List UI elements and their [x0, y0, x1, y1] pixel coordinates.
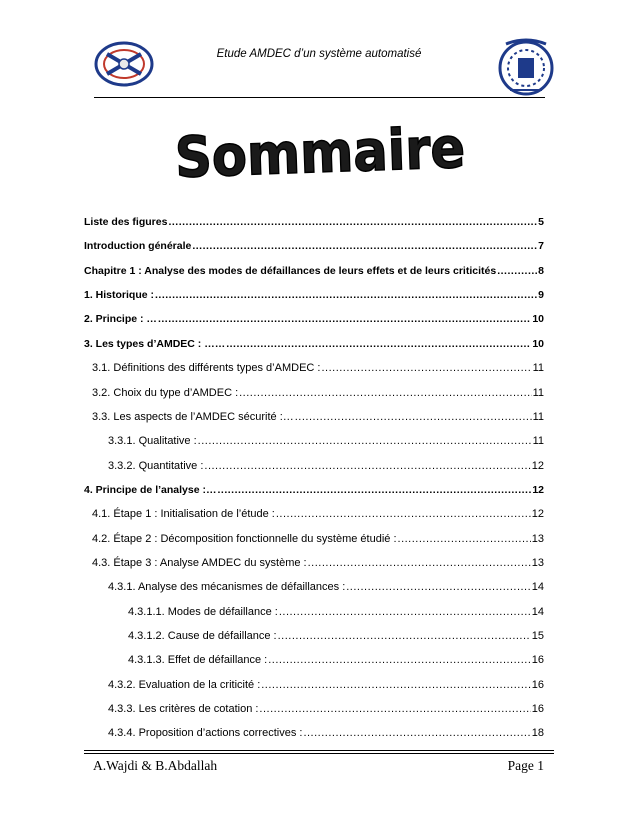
- toc-entry-page: 11: [532, 362, 544, 374]
- footer-authors: A.Wajdi & B.Abdallah: [93, 758, 218, 773]
- toc-dot-leader: [278, 630, 531, 642]
- toc-dot-leader: [198, 435, 532, 447]
- toc-entry[interactable]: [108, 581, 544, 597]
- toc-entry-page: 12: [531, 460, 544, 472]
- toc-entry-page: 5: [538, 216, 544, 228]
- university-logo: [496, 36, 556, 98]
- toc-entry-title: Chapitre 1 : Analyse des modes de défaillances de leurs effets et de leurs criticités: [84, 265, 497, 277]
- toc-entry-page: 12: [531, 508, 544, 520]
- toc-entry-page: 10: [532, 338, 544, 350]
- footer-divider-double: [84, 753, 554, 754]
- toc-entry-page: 13: [531, 557, 544, 569]
- toc-entry-title: 4.3.4. Proposition d’actions correctives :: [108, 727, 303, 739]
- toc-dot-leader: [261, 679, 531, 691]
- toc-dot-leader: [259, 703, 530, 715]
- toc-dot-leader: [158, 313, 531, 325]
- toc-dot-leader: [279, 606, 531, 618]
- toc-dot-leader: [398, 533, 531, 545]
- toc-entry-page: 9: [538, 289, 544, 301]
- toc-dot-leader: [276, 508, 531, 520]
- toc-entry-page: 10: [532, 313, 544, 325]
- toc-entry-title: Liste des figures: [84, 216, 168, 228]
- toc-entry-page: 11: [532, 435, 544, 447]
- toc-dot-leader: [497, 265, 537, 277]
- toc-entry-page: 13: [531, 533, 544, 545]
- toc-entry[interactable]: [108, 460, 544, 476]
- toc-entry-page: 16: [531, 654, 544, 666]
- toc-dot-leader: [168, 216, 537, 228]
- toc-entry[interactable]: [84, 265, 544, 281]
- toc-entry-title: 4.3.1. Analyse des mécanismes de défaillances :: [108, 581, 346, 593]
- toc-entry-title: 2. Principe : …: [84, 313, 157, 325]
- toc-dot-leader: [192, 240, 537, 252]
- toc-entry-page: 12: [532, 484, 544, 496]
- toc-entry-title: 4.2. Étape 2 : Décomposition fonctionnelle du système étudié :: [92, 533, 397, 545]
- toc-entry-title: 4.3. Étape 3 : Analyse AMDEC du système :: [92, 557, 307, 569]
- toc-entry-page: 16: [531, 679, 544, 691]
- page-title-text: Sommaire: [174, 114, 480, 190]
- toc-entry-page: 8: [538, 265, 544, 277]
- toc-dot-leader: [268, 654, 531, 666]
- toc-entry-title: 3. Les types d’AMDEC : ……: [84, 338, 226, 350]
- toc-dot-leader: [226, 338, 531, 350]
- toc-entry-title: 4.3.1.3. Effet de défaillance :: [128, 654, 268, 666]
- toc-entry-title: 4.1. Étape 1 : Initialisation de l’étude :: [92, 508, 275, 520]
- toc-entry-title: Introduction générale: [84, 240, 192, 252]
- toc-entry[interactable]: [128, 606, 544, 622]
- toc-entry[interactable]: [108, 435, 544, 451]
- toc-entry[interactable]: [108, 703, 544, 719]
- toc-entry[interactable]: [92, 533, 544, 549]
- toc-entry-page: 15: [531, 630, 544, 642]
- toc-entry-title: 4.3.3. Les critères de cotation :: [108, 703, 259, 715]
- toc-entry[interactable]: [92, 557, 544, 573]
- footer-page-number: Page 1: [507, 758, 544, 773]
- toc-entry-page: 14: [531, 606, 544, 618]
- toc-entry[interactable]: [92, 362, 544, 378]
- toc-entry[interactable]: [84, 484, 544, 500]
- toc-entry[interactable]: [84, 313, 544, 329]
- page-title: [160, 112, 480, 190]
- toc-entry-title: 3.1. Définitions des différents types d’AMDEC :: [92, 362, 321, 374]
- toc-entry[interactable]: [84, 216, 544, 232]
- toc-entry-page: 18: [531, 727, 544, 739]
- toc-entry[interactable]: [92, 508, 544, 524]
- toc-dot-leader: [308, 557, 531, 569]
- toc-dot-leader: [303, 727, 530, 739]
- toc-dot-leader: [295, 411, 532, 423]
- toc-entry-page: 7: [538, 240, 544, 252]
- toc-entry-title: 3.3.2. Quantitative :: [108, 460, 204, 472]
- toc-entry[interactable]: [108, 679, 544, 695]
- toc-entry-title: 3.3.1. Qualitative :: [108, 435, 197, 447]
- header-divider: [94, 97, 545, 98]
- toc-dot-leader: [155, 289, 537, 301]
- footer-divider: [84, 750, 554, 751]
- toc-entry-page: 11: [532, 411, 544, 423]
- toc-dot-leader: [321, 362, 531, 374]
- toc-dot-leader: [239, 387, 531, 399]
- toc-entry[interactable]: [128, 654, 544, 670]
- toc-dot-leader: [217, 484, 531, 496]
- toc-entry-title: 4. Principe de l’analyse :…: [84, 484, 217, 496]
- toc-entry[interactable]: [92, 387, 544, 403]
- header-title: Etude AMDEC d’un système automatisé: [216, 48, 422, 60]
- toc-entry-page: 16: [531, 703, 544, 715]
- toc-entry-title: 4.3.1.2. Cause de défaillance :: [128, 630, 277, 642]
- toc-entry-title: 4.3.1.1. Modes de défaillance :: [128, 606, 278, 618]
- toc-entry[interactable]: [92, 411, 544, 427]
- toc-entry-page: 14: [531, 581, 544, 593]
- toc-entry[interactable]: [84, 338, 544, 354]
- toc-dot-leader: [204, 460, 530, 472]
- toc-entry[interactable]: [108, 727, 544, 743]
- toc-entry-title: 4.3.2. Evaluation de la criticité :: [108, 679, 261, 691]
- toc-dot-leader: [346, 581, 531, 593]
- toc-entry-title: 1. Historique :: [84, 289, 155, 301]
- toc-entry-title: 3.2. Choix du type d’AMDEC :: [92, 387, 239, 399]
- toc-entry[interactable]: [128, 630, 544, 646]
- toc-entry[interactable]: [84, 240, 544, 256]
- toc-entry[interactable]: [84, 289, 544, 305]
- toc-entry-page: 11: [532, 387, 544, 399]
- toc-entry-title: 3.3. Les aspects de l’AMDEC sécurité :…: [92, 411, 294, 423]
